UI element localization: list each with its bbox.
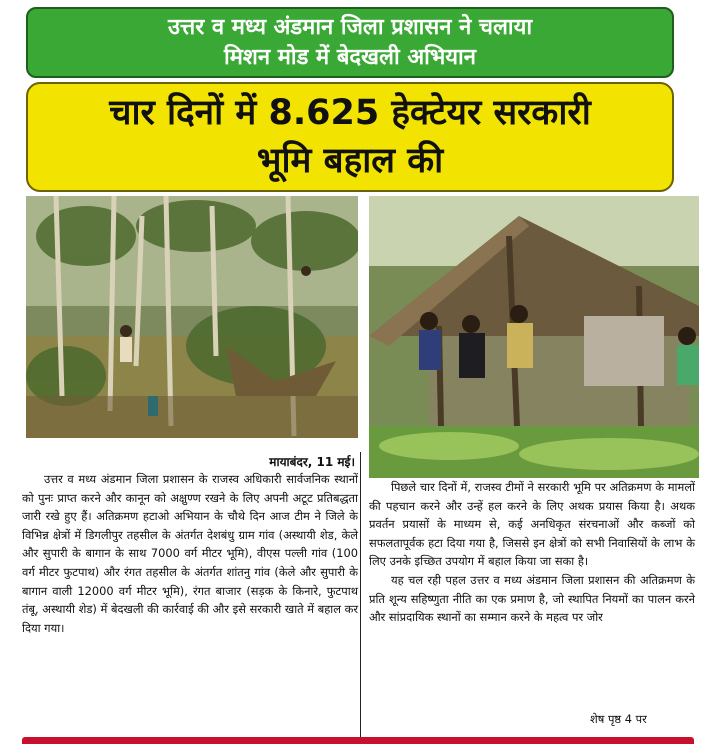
- article-right-paragraph-1: पिछले चार दिनों में, राजस्व टीमों ने सरकारी भूमि पर अतिक्रमण के मामलों की पहचान करने और उन्हें हल करने के लिए अथक प्रयास किया है। अथक प्रवर्तन प्रयासों के माध्यम से, कई अनधिकृत संरचनाओं और कब्जों को सफलतापूर्वक हटा दिया गया है, जिससे इन क्षेत्रों को सभी निवासियों के लाभ के लिए उनके इच्छित उपयोग में बहाल किया जा सका है।: [369, 480, 695, 569]
- article-left-column: [22, 470, 358, 637]
- article-left-paragraph: उत्तर व मध्य अंडमान जिला प्रशासन के राजस्व अधिकारी सार्वजनिक स्थानों को पुनः प्राप्त करने और कानून को अक्षुण्ण रखने के लिए अपनी अटूट प्रतिबद्धता जारी रखे हुए हैं। अतिक्रमण हटाओ अभियान के चौथे दिन आज टीम ने जिले के विभिन्न क्षेत्रों में डिगलीपुर तहसील के अंतर्गत देशबंधु ग्राम गांव (अस्थायी शेड, केले और सुपारी के बागान के साथ 7000 वर्ग मीटर भूमि), वीएस पल्ली गांव (100 वर्ग मीटर फुटपाथ) और रंगत तहसील के अंतर्गत शांतनु गांव (केले और सुपारी के बागान वाली 12000 वर्ग मीटर भूमि), रंगत बाजार (सड़क के किनारे, फुटपाथ तंबू, अस्थायी शेड) में बेदखली की कार्रवाई की और इसे सरकारी खाते में बहाल कर दिया गया।: [22, 472, 358, 635]
- article-right-column: [369, 478, 695, 627]
- article-right-paragraph-2: यह चल रही पहल उत्तर व मध्य अंडमान जिला प्रशासन की अतिक्रमण के प्रति शून्य सहिष्णुता नीति का एक प्रमाण है, जो स्थापित नियमों का पालन करने और सांप्रदायिक स्थानों का सम्मान करने के महत्व पर जोर: [369, 572, 695, 625]
- headline-line1: चार दिनों में 8.625 हेक्टेयर सरकारी: [109, 93, 591, 133]
- headline-line2: भूमि बहाल की: [256, 141, 444, 181]
- continued-note: शेष पृष्ठ 4 पर: [590, 712, 647, 726]
- bottom-divider: [22, 737, 694, 744]
- top-banner-line2: मिशन मोड में बेदखली अभियान: [224, 44, 476, 70]
- hut-photo: [369, 196, 699, 478]
- plantation-photo: [26, 196, 358, 438]
- column-divider: [360, 452, 361, 738]
- top-banner-line1: उत्तर व मध्य अंडमान जिला प्रशासन ने चलाया: [167, 14, 533, 40]
- top-banner: [26, 7, 674, 78]
- dateline: मायाबंदर, 11 मई।: [269, 455, 355, 469]
- headline-banner: [26, 82, 674, 192]
